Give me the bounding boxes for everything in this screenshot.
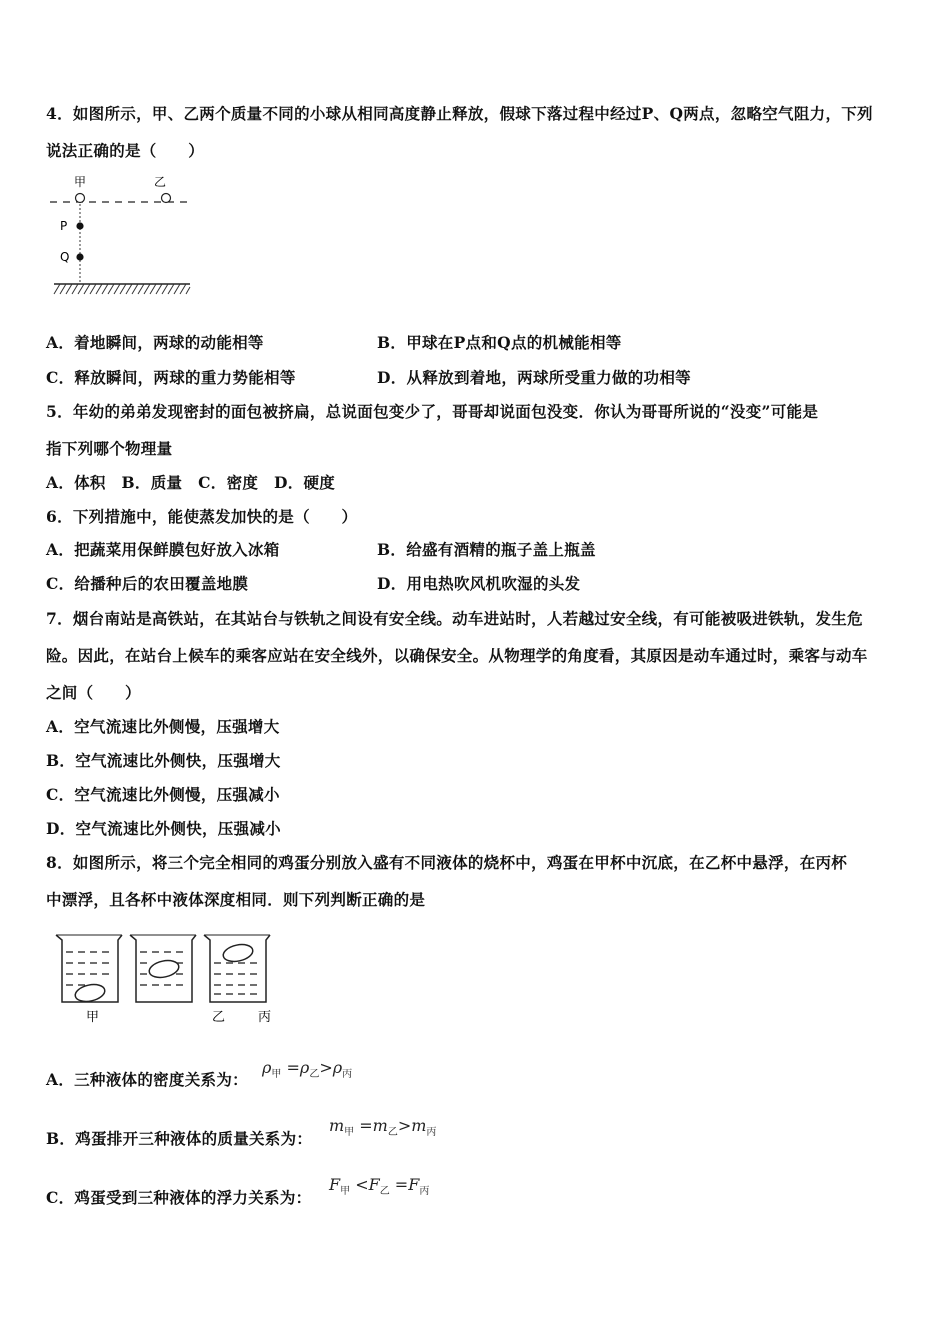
formula-var: F — [408, 1175, 420, 1194]
q4-option-d[interactable]: D．从释放到着地，两球所受重力做的功相等 — [377, 368, 691, 387]
q8-beakers-figure — [52, 928, 282, 1028]
formula-var: m — [411, 1116, 427, 1135]
q4-option-a[interactable]: A．着地瞬间，两球的动能相等 — [46, 333, 264, 352]
formula-sub: 甲 — [344, 1127, 355, 1139]
q8-option-b[interactable]: B．鸡蛋排开三种液体的质量关系为： — [46, 1129, 313, 1148]
q6-option-d[interactable]: D．用电热吹风机吹湿的头发 — [377, 574, 581, 593]
formula-sub: 丙 — [426, 1127, 437, 1139]
q7-option-b[interactable]: B．空气流速比外侧快，压强增大 — [46, 751, 281, 770]
formula-sub: 乙 — [387, 1127, 398, 1139]
q6-option-c[interactable]: C．给播种后的农田覆盖地膜 — [46, 574, 249, 593]
formula-var: m — [329, 1116, 345, 1135]
q4-stem-line2: 说法正确的是（ ） — [46, 141, 205, 160]
q6-stem: 6．下列措施中，能使蒸发加快的是（ ） — [46, 507, 358, 526]
q6-option-a[interactable]: A．把蔬菜用保鲜膜包好放入冰箱 — [46, 540, 280, 559]
point-q-dot — [76, 253, 83, 260]
q5-stem-line2: 指下列哪个物理量 — [46, 439, 173, 458]
q4-option-b[interactable]: B．甲球在P点和Q点的机械能相等 — [377, 333, 622, 352]
q7-stem-line1: 7．烟台南站是高铁站，在其站台与铁轨之间设有安全线。动车进站时，人若越过安全线，有可能被吸进铁轨，发生危 — [46, 609, 863, 628]
beaker-label-yi: 乙 — [212, 1010, 226, 1025]
q4-figure-label-jia: 甲 — [74, 175, 87, 189]
q4-option-c[interactable]: C．释放瞬间，两球的重力势能相等 — [46, 368, 296, 387]
formula-var: ρ — [262, 1058, 272, 1077]
q7-option-d[interactable]: D．空气流速比外侧快，压强减小 — [46, 819, 281, 838]
beaker-yi — [130, 935, 196, 1002]
formula-sub: 丙 — [342, 1069, 353, 1081]
egg-yi — [148, 958, 181, 980]
ball-yi — [162, 194, 171, 203]
q7-option-c[interactable]: C．空气流速比外侧慢，压强减小 — [46, 785, 280, 804]
formula-op: > — [397, 1116, 412, 1135]
ground-hatching — [54, 284, 190, 294]
q8-option-c-formula — [329, 1175, 429, 1197]
q5-options[interactable]: A．体积 B．质量 C．密度 D．硬度 — [46, 473, 336, 492]
q8-option-b-formula — [329, 1116, 436, 1138]
formula-sub: 丙 — [419, 1186, 430, 1198]
q8-option-a[interactable]: A．三种液体的密度关系为： — [46, 1070, 248, 1089]
q7-stem-line3: 之间（ ） — [46, 683, 141, 702]
formula-sub: 甲 — [271, 1069, 282, 1081]
q5-stem-line1: 5．年幼的弟弟发现密封的面包被挤扁，总说面包变少了，哥哥却说面包没变．你认为哥哥所说的“没变”可能是 — [46, 402, 819, 421]
beaker-label-bing: 丙 — [258, 1010, 272, 1025]
formula-op: = — [389, 1175, 409, 1194]
beaker-jia — [56, 935, 122, 1004]
formula-var: F — [329, 1175, 341, 1194]
formula-var: m — [372, 1116, 388, 1135]
q7-stem-line2: 险。因此，在站台上候车的乘客应站在安全线外，以确保安全。从物理学的角度看，其原因是动车通过时，乘客与动车 — [46, 646, 868, 665]
formula-sub: 乙 — [309, 1069, 320, 1081]
beaker-bing — [204, 935, 270, 1002]
formula-sub: 乙 — [379, 1186, 390, 1198]
point-p-dot — [76, 222, 83, 229]
q8-option-a-formula — [262, 1058, 352, 1080]
formula-var: F — [368, 1175, 380, 1194]
point-p-label: P — [60, 219, 68, 233]
formula-var: ρ — [299, 1058, 310, 1077]
formula-op: > — [319, 1058, 333, 1077]
formula-op: = — [281, 1058, 300, 1077]
formula-op: = — [354, 1116, 373, 1135]
point-q-label: Q — [60, 250, 70, 264]
egg-bing — [222, 942, 255, 964]
formula-sub: 甲 — [340, 1186, 351, 1198]
q8-stem-line1: 8．如图所示，将三个完全相同的鸡蛋分别放入盛有不同液体的烧杯中，鸡蛋在甲杯中沉底，在乙杯中悬浮，在丙杯 — [46, 853, 848, 872]
q8-stem-line2: 中漂浮，且各杯中液体深度相同．则下列判断正确的是 — [46, 890, 426, 909]
q8-option-c[interactable]: C．鸡蛋受到三种液体的浮力关系为： — [46, 1188, 312, 1207]
formula-var: ρ — [332, 1058, 343, 1077]
q4-stem-line1: 4．如图所示，甲、乙两个质量不同的小球从相同高度静止释放，假球下落过程中经过P、Q两点，忽略空气阻力，下列 — [46, 104, 873, 123]
q7-option-a[interactable]: A．空气流速比外侧慢，压强增大 — [46, 717, 280, 736]
beaker-label-jia: 甲 — [86, 1010, 100, 1025]
formula-op: < — [350, 1175, 369, 1194]
q4-figure-label-yi: 乙 — [154, 175, 167, 189]
q6-option-b[interactable]: B．给盛有酒精的瓶子盖上瓶盖 — [377, 540, 596, 559]
q4-figure — [46, 172, 196, 297]
ball-jia — [76, 194, 85, 203]
